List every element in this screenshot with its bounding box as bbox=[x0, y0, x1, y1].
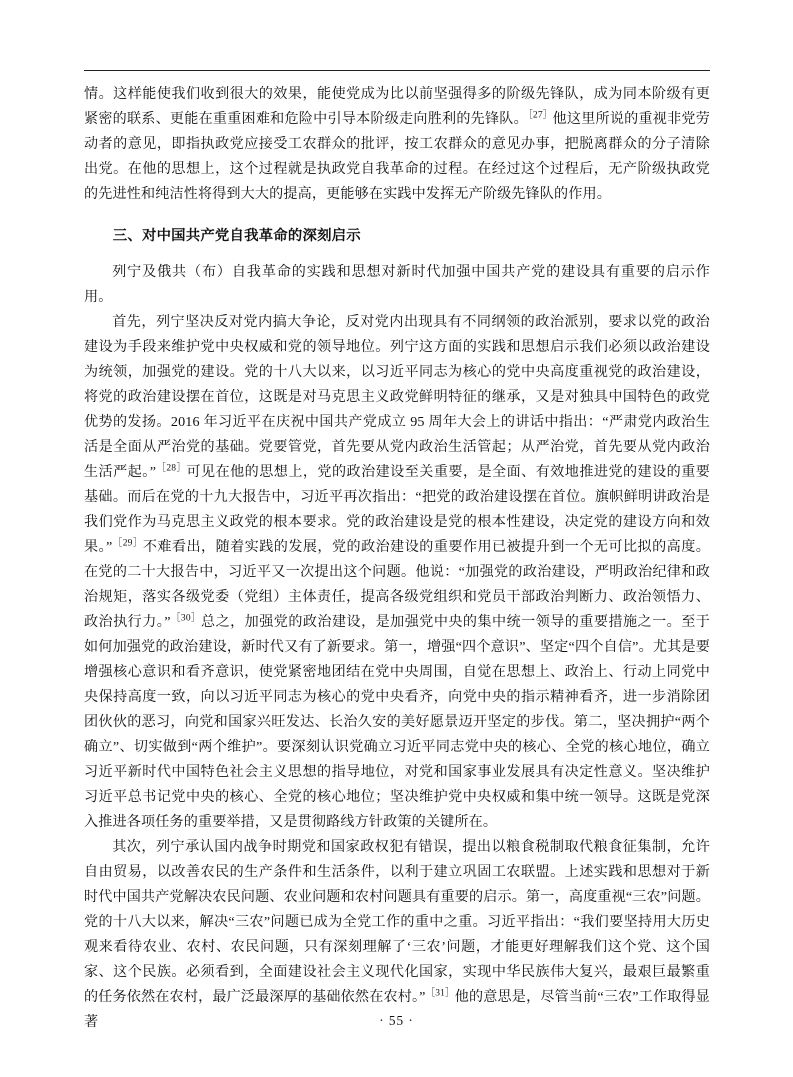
paragraph-block-top bbox=[84, 82, 710, 207]
page-body bbox=[84, 82, 710, 1035]
page-number-label: · 55 · bbox=[379, 1013, 414, 1028]
footnote-marker: ［31］ bbox=[425, 988, 455, 999]
footnote-marker: ［29］ bbox=[112, 538, 143, 549]
footnote-marker: ［27］ bbox=[527, 110, 553, 121]
paragraph-block-rest bbox=[84, 260, 710, 1035]
page-number bbox=[0, 1013, 793, 1029]
paragraph: 情。这样能使我们收到很大的效果，能使党成为比以前坚强得多的阶级先锋队，成为同本阶级有更紧密的联系、更能在重重困难和危险中引导本阶级走向胜利的先锋队。$^{[27]}$他这里所说的重视非党劳动者的意见，即指执政党应接受工农群众的批评，按工农群众的意见办事，把脱离群众的分子清除出党。在他的思想上，这个过程就是执政党自我革命的过程。在经过这个过程后，无产阶级执政党的先进性和纯洁性将得到大大的提高，更能够在实践中发挥无产阶级先锋队的作用。 bbox=[84, 86, 710, 202]
paragraph: 首先，列宁坚决反对党内搞大争论，反对党内出现具有不同纲领的政治派别，要求以党的政治建设为手段来维护党中央权威和党的领导地位。列宁这方面的实践和思想启示我们必须以政治建设为统领，加强党的建设。党的十八大以来，以习近平同志为核心的党中央高度重视党的政治建设，将党的政治建设摆在首位，这既是对马克思主义政党鲜明特征的继承，又是对独具中国特色的政党优势的发扬。2016 年习近平在庆祝中国共产党成立 95 周年大会上的讲话中指出：“严肃党内政治生活是全面从严治党的基础。党要管党，首先要从党内政治生活管起；从严治党，首先要从党内政治生活严起。”$^{[28]}$可见在他的思想上，党的政治建设至关重要，是全面、有效地推进党的建设的重要基础。而后在党的十九大报告中，习近平再次指出：“把党的政治建设摆在首位。旗帜鲜明讲政治是我们党作为马克思主义政党的根本要求。党的政治建设是党的根本性建设，决定党的建设方向和效果。”$^{[29]}$不难看出，随着实践的发展，党的政治建设的重要作用已被提升到一个无可比拟的高度。在党的二十大报告中，习近平又一次提出这个问题。他说：“加强党的政治建设，严明政治纪律和政治规矩，落实各级党委（党组）主体责任，提高各级党组织和党员干部政治判断力、政治领悟力、政治执行力。”$^{[30]}$总之，加强党的政治建设，是加强党中央的集中统一领导的重要措施之一。至于如何加强党的政治建设，新时代又有了新要求。第一，增强“四个意识”、坚定“四个自信”。尤其是要增强核心意识和看齐意识，使党紧密地团结在党中央周围，自觉在思想上、政治上、行动上同党中央保持高度一致，向以习近平同志为核心的党中央看齐，向党中央的指示精神看齐，进一步消除团团伙伙的恶习，向党和国家兴旺发达、长治久安的美好愿景迈开坚定的步伐。第二，坚决拥护“两个确立”、切实做到“两个维护”。要深刻认识党确立习近平同志党中央的核心、全党的核心地位，确立习近平新时代中国特色社会主义思想的指导地位，对党和国家事业发展具有决定性意义。坚决维护习近平总书记党中央的核心、全党的核心地位；坚决维护党中央权威和集中统一领导。这既是党深入推进各项任务的重要举措，又是贯彻路线方针政策的关键所在。 bbox=[84, 314, 711, 830]
section-heading: 三、对中国共产党自我革命的深刻启示 bbox=[112, 228, 361, 244]
header-rule bbox=[84, 70, 710, 71]
footnote-marker: ［30］ bbox=[170, 613, 202, 624]
footnote-marker: ［28］ bbox=[156, 463, 187, 474]
paragraph: 列宁及俄共（布）自我革命的实践和思想对新时代加强中国共产党的建设具有重要的启示作用。 bbox=[84, 264, 710, 305]
paragraph: 其次，列宁承认国内战争时期党和国家政权犯有错误，提出以粮食税制取代粮食征集制，允许自由贸易，以改善农民的生产条件和生活条件，以利于建立巩固工农联盟。上述实践和思想对于新时代中国共产党解决农民问题、农业问题和农村问题具有重要的启示。第一，高度重视“三农”问题。党的十八大以来，解决“三农”问题已成为全党工作的重中之重。习近平指出：“我们要坚持用大历史观来看待农业、农村、农民问题，只有深刻理解了‘三农’问题，才能更好理解我们这个党、这个国家、这个民族。必须看到，全面建设社会主义现代化国家，实现中华民族伟大复兴，最艰巨最繁重的任务依然在农村，最广泛最深厚的基础依然在农村。”$^{[31]}$他的意思是，尽管当前“三农”工作取得显著 bbox=[84, 839, 711, 1030]
